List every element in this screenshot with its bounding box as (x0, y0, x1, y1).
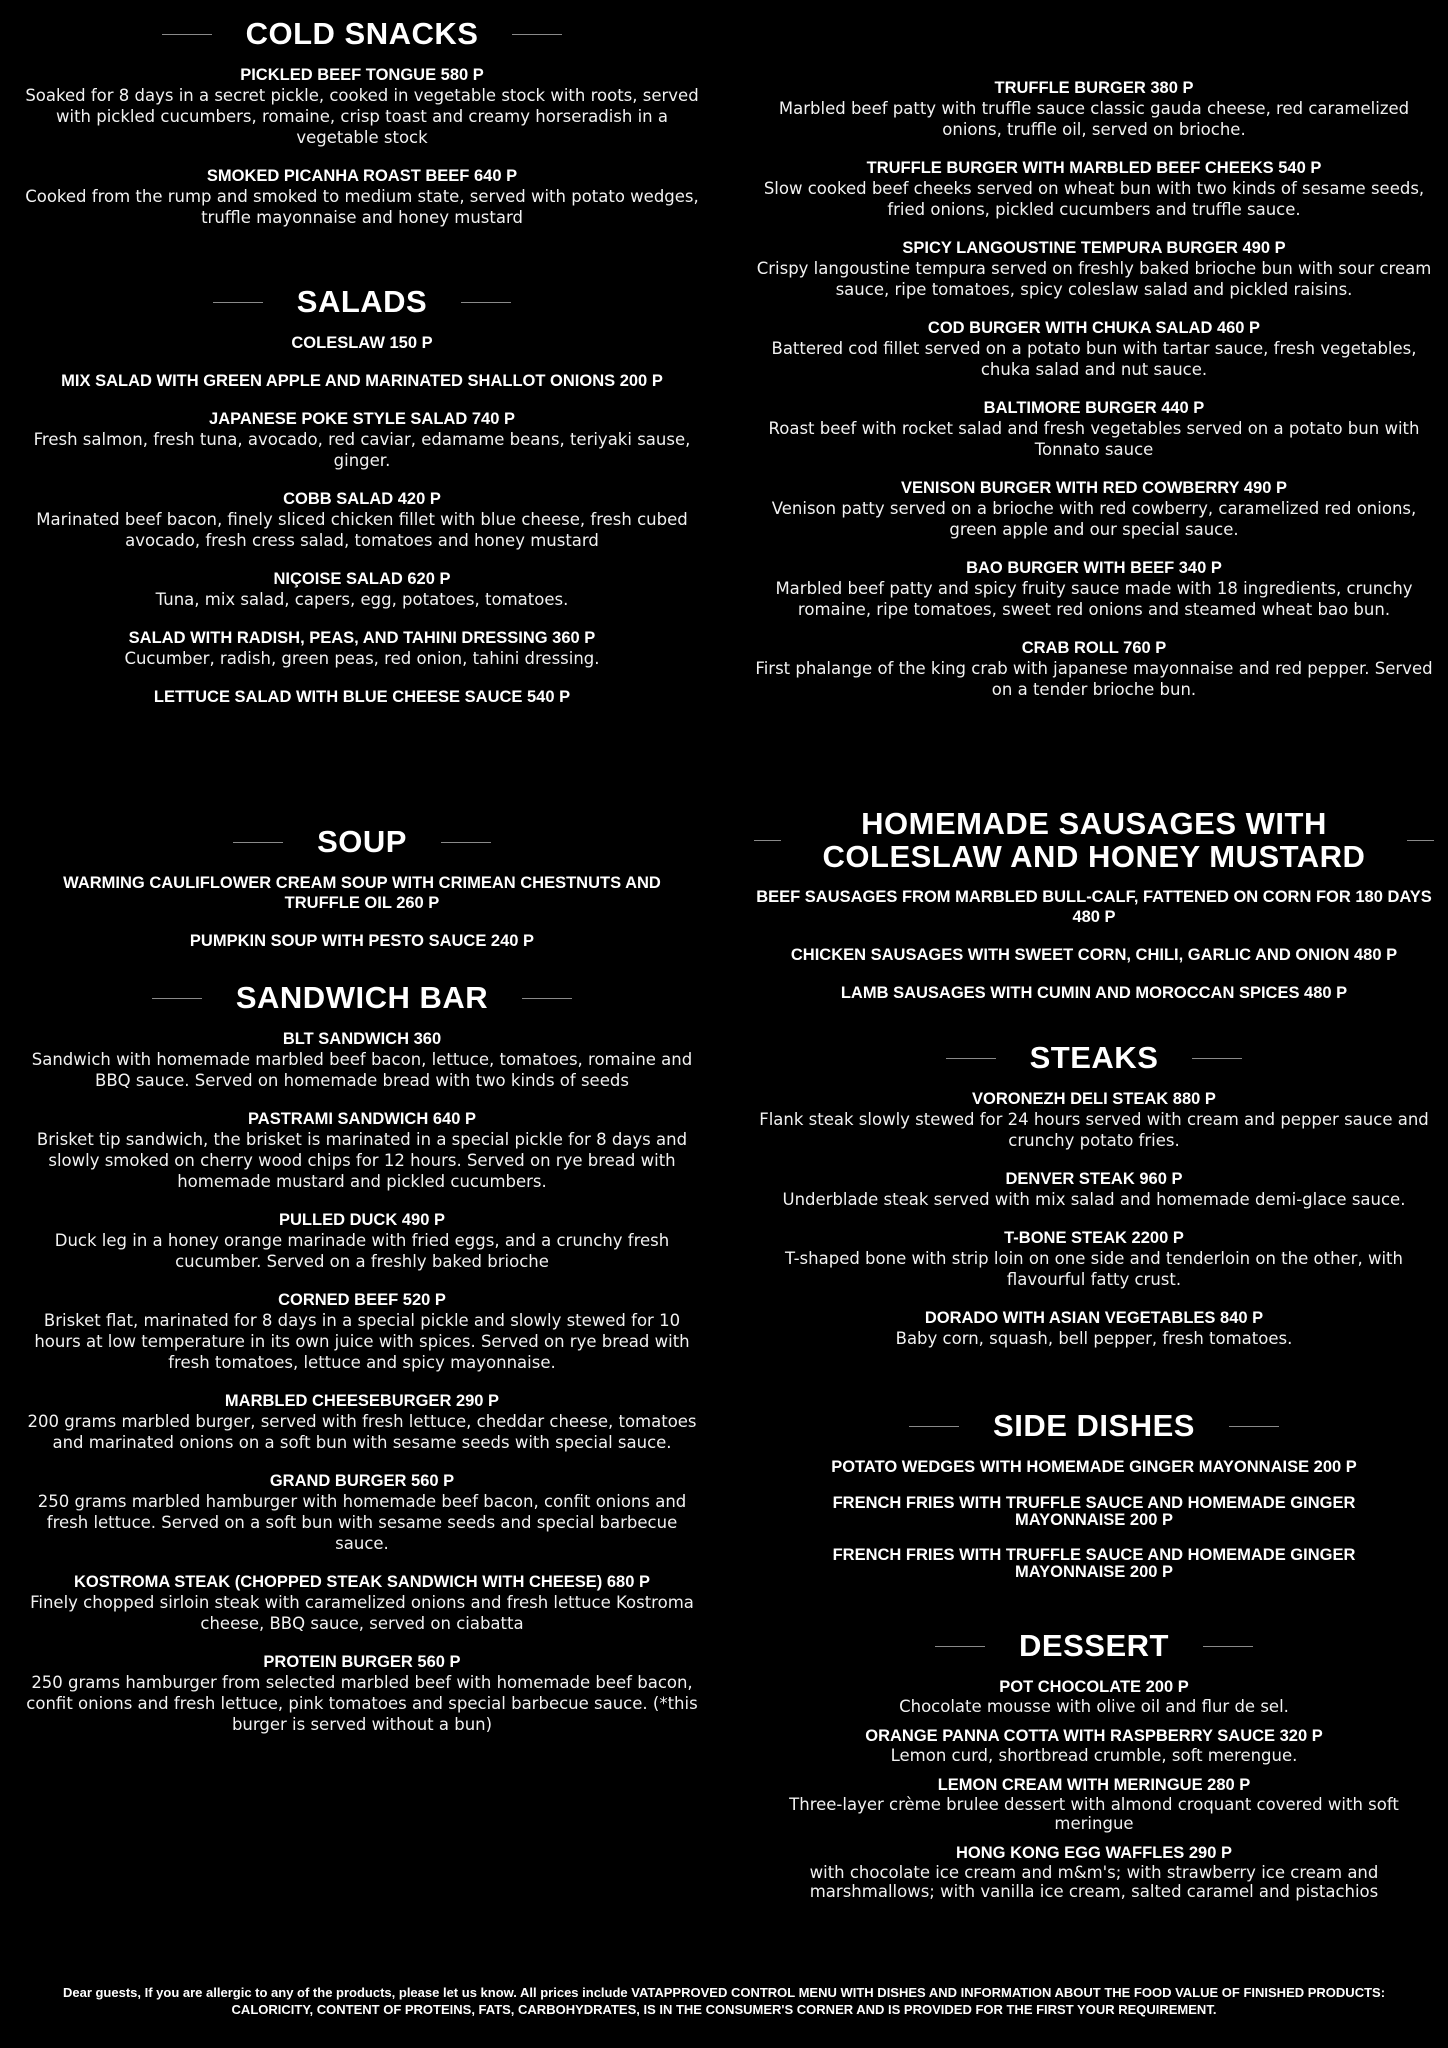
menu-item (22, 569, 702, 610)
section-items (22, 65, 702, 228)
section-heading (754, 1630, 1434, 1663)
item-description: Venison patty served on a brioche with red cowberry, caramelized red onions, green apple and our special sauce. (771, 499, 1417, 539)
menu-item (22, 687, 702, 707)
item-description: with chocolate ice cream and m&m's; with strawberry ice cream and marshmallows; with vanilla ice cream, salted caramel and pistachios (809, 1862, 1379, 1901)
item-name: ORANGE PANNA COTTA WITH RASPBERRY SAUCE 320 P (865, 1726, 1323, 1745)
section-title: DESSERT (1019, 1628, 1169, 1663)
menu-item (754, 945, 1434, 965)
item-name: CHICKEN SAUSAGES WITH SWEET CORN, CHILI, GARLIC AND ONION 480 P (790, 946, 1398, 965)
item-name: PULLED DUCK 490 P (279, 1210, 445, 1229)
heading-rule (754, 840, 781, 841)
section-cold-snacks (22, 18, 702, 228)
menu-item (754, 1089, 1434, 1151)
item-description: Flank steak slowly stewed for 24 hours served with cream and pepper sauce and crunchy potato fries. (759, 1109, 1429, 1150)
item-description: 250 grams marbled hamburger with homemade beef bacon, confit onions and fresh lettuce. Served on a soft bun with sesame seeds and special barbecue sauce. (37, 1491, 687, 1553)
section-items (754, 887, 1434, 1003)
menu-item (22, 931, 702, 951)
heading-rule (152, 998, 202, 999)
section-heading (754, 808, 1434, 873)
item-description: Brisket tip sandwich, the brisket is marinated in a special pickle for 8 days and slowly smoked on cherry wood chips for 12 hours. Served on rye bread with homemade mustard and pickled cucumbers. (36, 1129, 688, 1191)
section-heading (22, 982, 702, 1015)
item-description: Marinated beef bacon, finely sliced chicken fillet with blue cheese, fresh cubed avocado, fresh cress salad, tomatoes and honey mustard (36, 509, 688, 550)
heading-rule (461, 302, 511, 303)
item-description: 200 grams marbled burger, served with fresh lettuce, cheddar cheese, tomatoes and marinated onions on a soft bun with sesame seeds with special sauce. (27, 1411, 697, 1452)
section-items (754, 1089, 1434, 1349)
menu-item (754, 158, 1434, 220)
menu-item (22, 1109, 702, 1192)
item-name: SMOKED PICANHA ROAST BEEF 640 P (206, 166, 518, 185)
section-title: STEAKS (1029, 1040, 1159, 1075)
item-name: PUMPKIN SOUP WITH PESTO SAUCE 240 P (189, 931, 535, 950)
menu-item (22, 1210, 702, 1272)
item-name: DORADO WITH ASIAN VEGETABLES 840 P (924, 1308, 1264, 1327)
item-name: POT CHOCOLATE 200 P (999, 1677, 1189, 1696)
menu-item (22, 1652, 702, 1735)
heading-rule (233, 842, 283, 843)
section-title: SALADS (296, 284, 428, 319)
item-description: Soaked for 8 days in a secret pickle, cooked in vegetable stock with roots, served with pickled cucumbers, romaine, crisp toast and creamy horseradish in a vegetable stock (25, 85, 699, 147)
menu-item (22, 166, 702, 228)
heading-rule (935, 1646, 985, 1647)
item-name: COLESLAW 150 P (291, 333, 433, 352)
section-items (754, 1677, 1434, 1901)
heading-rule (213, 302, 263, 303)
item-name: T-BONE STEAK 2200 P (1004, 1228, 1184, 1247)
section-steaks (754, 1042, 1434, 1349)
item-description: Underblade steak served with mix salad and homemade demi-glace sauce. (782, 1189, 1406, 1209)
item-name: KOSTROMA STEAK (CHOPPED STEAK SANDWICH WITH CHEESE) 680 P (73, 1572, 651, 1591)
heading-rule (909, 1426, 959, 1427)
menu-item (754, 238, 1434, 300)
menu-item (754, 1843, 1434, 1901)
item-name: SALAD WITH RADISH, PEAS, AND TAHINI DRESSING 360 P (128, 628, 596, 647)
section-items (22, 1029, 702, 1735)
section-title: SOUP (317, 824, 407, 859)
heading-rule (946, 1058, 996, 1059)
section-items (754, 1457, 1434, 1581)
item-name: BLT SANDWICH 360 (282, 1029, 442, 1048)
item-description: 250 grams hamburger from selected marbled beef with homemade beef bacon, confit onions and fresh lettuce, pink tomatoes and special barbecue sauce. (*this burger is served without a bun) (26, 1672, 698, 1734)
item-name: NIÇOISE SALAD 620 P (273, 569, 451, 588)
item-name: CRAB ROLL 760 P (1021, 639, 1167, 657)
menu-item (754, 78, 1434, 140)
section-title: SANDWICH BAR (235, 980, 489, 1015)
heading-rule (522, 998, 572, 999)
menu-item (22, 1471, 702, 1554)
menu-item (754, 1169, 1434, 1210)
item-name: LAMB SAUSAGES WITH CUMIN AND MOROCCAN SPICES 480 P (840, 984, 1348, 1003)
menu-item (754, 1726, 1434, 1765)
menu-item (754, 1228, 1434, 1290)
section-heading (22, 18, 702, 51)
menu-item (754, 1495, 1434, 1529)
menu-item (22, 371, 702, 391)
menu-item (754, 398, 1434, 460)
item-name: SPICY LANGOUSTINE TEMPURA BURGER 490 P (902, 239, 1286, 257)
heading-rule (512, 34, 562, 35)
item-description: Finely chopped sirloin steak with caramelized onions and fresh lettuce Kostroma cheese, BBQ sauce, served on ciabatta (30, 1592, 694, 1633)
item-name: FRENCH FRIES WITH TRUFFLE SAUCE AND HOMEMADE GINGER MAYONNAISE 200 P (832, 1493, 1356, 1529)
item-name: LETTUCE SALAD WITH BLUE CHEESE SAUCE 540 P (153, 687, 571, 706)
allergy-disclaimer (0, 1984, 1448, 2018)
section-burgers (754, 78, 1434, 700)
heading-rule (441, 842, 491, 843)
item-name: COD BURGER WITH CHUKA SALAD 460 P (927, 319, 1261, 337)
item-name: DENVER STEAK 960 P (1005, 1169, 1183, 1188)
item-name: BALTIMORE BURGER 440 P (983, 399, 1205, 417)
menu-item (22, 333, 702, 353)
item-description: Roast beef with rocket salad and fresh vegetables served on a potato bun with Tonnato sauce (768, 419, 1420, 459)
menu-item (754, 318, 1434, 380)
section-sandwich-bar (22, 982, 702, 1735)
item-name: COBB SALAD 420 P (283, 489, 441, 508)
item-name: BAO BURGER WITH BEEF 340 P (966, 559, 1222, 577)
item-description: Three-layer crème brulee dessert with almond croquant covered with soft meringue (789, 1794, 1399, 1833)
item-description: Battered cod fillet served on a potato bun with tartar sauce, fresh vegetables, chuka salad and nut sauce. (771, 339, 1417, 379)
section-heading (754, 1410, 1434, 1443)
menu-item (22, 1290, 702, 1373)
item-description: Duck leg in a honey orange marinade with fried eggs, and a crunchy fresh cucumber. Served on a freshly baked brioche (54, 1230, 670, 1271)
section-items (754, 78, 1434, 700)
disclaimer-text: Dear guests, If you are allergic to any of the products, please let us know. All prices include VATAPPROVED CONTROL MENU WITH DISHES AND INFORMATION ABOUT THE FOOD VALUE OF FINISHED PRODUCTS: CALORICITY, CONTENT OF PROTEINS, FATS, CARBOHYDRATES, IS IN THE CONSUMER'S CORNER AND IS PROVIDED FOR THE FIRST YOUR REQUIREMENT. (62, 1985, 1386, 2017)
item-description: Marbled beef patty with truffle sauce classic gauda cheese, red caramelized onions, truffle oil, served on brioche. (778, 99, 1410, 139)
item-description: Slow cooked beef cheeks served on wheat bun with two kinds of sesame seeds, fried onions, pickled cucumbers and truffle sauce. (763, 179, 1425, 219)
menu-item (754, 1775, 1434, 1833)
section-salads (22, 286, 702, 707)
menu-item (754, 638, 1434, 700)
section-heading (22, 286, 702, 319)
menu-item (22, 1029, 702, 1091)
item-name: PASTRAMI SANDWICH 640 P (248, 1109, 476, 1128)
item-name: CORNED BEEF 520 P (278, 1290, 446, 1309)
section-dessert (754, 1630, 1434, 1901)
menu-item (22, 409, 702, 471)
menu-item (22, 1391, 702, 1453)
section-items (22, 873, 702, 951)
item-description: Baby corn, squash, bell pepper, fresh tomatoes. (895, 1328, 1293, 1348)
menu-item (754, 478, 1434, 540)
item-description: Brisket flat, marinated for 8 days in a special pickle and slowly stewed for 10 hours at low temperature in its own juice with spices. Served on rye bread with fresh tomatoes, lettuce and spicy mayonnaise. (34, 1310, 690, 1372)
menu-item (754, 558, 1434, 620)
item-description: Fresh salmon, fresh tuna, avocado, red caviar, edamame beans, teriyaki sause, ginger. (33, 429, 691, 470)
item-name: TRUFFLE BURGER WITH MARBLED BEEF CHEEKS 540 P (866, 159, 1322, 177)
item-description: Chocolate mousse with olive oil and flur de sel. (899, 1696, 1289, 1716)
heading-rule (162, 34, 212, 35)
item-description: Marbled beef patty and spicy fruity sauce made with 18 ingredients, crunchy romaine, ripe tomatoes, sweet red onions and steamed wheat bao bun. (775, 579, 1413, 619)
item-name: TRUFFLE BURGER 380 P (994, 79, 1194, 97)
item-name: FRENCH FRIES WITH TRUFFLE SAUCE AND HOMEMADE GINGER MAYONNAISE 200 P (832, 1545, 1356, 1581)
section-side-dishes (754, 1410, 1434, 1581)
heading-rule (1407, 840, 1434, 841)
heading-rule (1192, 1058, 1242, 1059)
item-name: VENISON BURGER WITH RED COWBERRY 490 P (901, 479, 1287, 497)
menu-item (22, 65, 702, 148)
menu-item (754, 1308, 1434, 1349)
heading-rule (1203, 1646, 1253, 1647)
item-name: BEEF SAUSAGES FROM MARBLED BULL-CALF, FATTENED ON CORN FOR 180 DAYS 480 P (756, 888, 1432, 927)
heading-rule (1229, 1426, 1279, 1427)
item-name: WARMING CAULIFLOWER CREAM SOUP WITH CRIMEAN CHESTNUTS AND TRUFFLE OIL 260 P (63, 873, 661, 912)
section-title: COLD SNACKS (245, 16, 479, 51)
item-name: PROTEIN BURGER 560 P (263, 1652, 461, 1671)
item-description: Lemon curd, shortbread crumble, soft merengue. (890, 1745, 1298, 1765)
item-name: VORONEZH DELI STEAK 880 P (972, 1089, 1216, 1108)
menu-item (754, 983, 1434, 1003)
section-homemade-sausages (754, 808, 1434, 1003)
section-title: HOMEMADE SAUSAGES WITH COLESLAW AND HONEY MUSTARD (822, 806, 1366, 874)
menu-item (22, 1572, 702, 1634)
section-title: SIDE DISHES (993, 1408, 1195, 1443)
section-items (22, 333, 702, 707)
section-heading (754, 1042, 1434, 1075)
item-name: MIX SALAD WITH GREEN APPLE AND MARINATED SHALLOT ONIONS 200 P (61, 371, 663, 390)
menu-item (754, 887, 1434, 927)
item-name: LEMON CREAM WITH MERINGUE 280 P (937, 1775, 1251, 1794)
item-name: JAPANESE POKE STYLE SALAD 740 P (209, 409, 515, 428)
section-heading (22, 826, 702, 859)
item-name: HONG KONG EGG WAFFLES 290 P (956, 1843, 1232, 1862)
item-description: T-shaped bone with strip loin on one side and tenderloin on the other, with flavourful fatty crust. (785, 1248, 1403, 1289)
item-name: GRAND BURGER 560 P (269, 1471, 455, 1490)
item-description: First phalange of the king crab with japanese mayonnaise and red pepper. Served on a tender brioche bun. (755, 659, 1433, 699)
section-soup (22, 826, 702, 951)
item-description: Crispy langoustine tempura served on freshly baked brioche bun with sour cream sauce, ripe tomatoes, spicy coleslaw salad and pickled raisins. (756, 259, 1432, 299)
item-description: Cooked from the rump and smoked to medium state, served with potato wedges, truffle mayonnaise and honey mustard (25, 186, 699, 227)
menu-item (754, 1677, 1434, 1716)
item-name: POTATO WEDGES WITH HOMEMADE GINGER MAYONNAISE 200 P (831, 1457, 1357, 1476)
item-name: PICKLED BEEF TONGUE 580 P (240, 65, 484, 84)
menu-item (22, 873, 702, 913)
item-name: MARBLED CHEESEBURGER 290 P (224, 1391, 500, 1410)
menu-item (22, 489, 702, 551)
item-description: Sandwich with homemade marbled beef bacon, lettuce, tomatoes, romaine and BBQ sauce. Served on homemade bread with two kinds of seeds (31, 1049, 693, 1090)
item-description: Cucumber, radish, green peas, red onion, tahini dressing. (124, 648, 600, 668)
menu-item (22, 628, 702, 669)
menu-item (754, 1457, 1434, 1477)
menu-item (754, 1547, 1434, 1581)
item-description: Tuna, mix salad, capers, egg, potatoes, tomatoes. (155, 589, 569, 609)
